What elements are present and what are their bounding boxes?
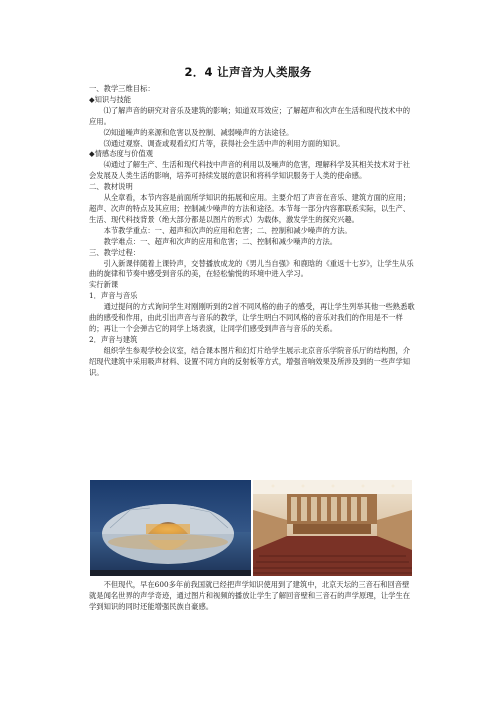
figure-concert-halls xyxy=(90,480,412,576)
paragraph: 组织学生参观学校会议室，结合课本图片和幻灯片给学生展示北京音乐学院音乐厅的结构图，介绍现代建筑中采用吸声材料、设置不同方向的反射板等方式，增强音响效果及所涉及到的一些声学知识。 xyxy=(89,345,411,377)
section-heading: 一、教学三维目标： xyxy=(89,84,155,93)
subsection-heading: 实行新课 xyxy=(89,280,119,290)
paragraph: ⑶通过观察、调查或观看幻灯片等，获得社会生活中声的利用方面的知识。 xyxy=(103,138,345,148)
subsection-heading: 2．声音与建筑 xyxy=(89,334,138,344)
section-heading: 三、教学过程： xyxy=(89,247,141,257)
page-title: 2．4 让声音为人类服务 xyxy=(184,65,312,79)
photo-national-theater xyxy=(90,480,251,576)
paragraph: ⑴了解声音的研究对音乐及建筑的影响；知道双耳效应；了解超声和次声在生活和现代技术中的应用。 xyxy=(89,105,411,126)
paragraph: 从全章看，本节内容是前面所学知识的拓展和应用。主要介绍了声音在音乐、建筑方面的应用；超声、次声的特点及其应用；控制减少噪声的方法和途径。本节每一部分内容都联系实际，以生产、生活、现代科技背景（绝大部分都是以图片的形式）为载体，激发学生的探究兴趣。 xyxy=(89,193,411,224)
paragraph: ⑷通过了解生产、生活和现代科技中声音的利用以及噪声的危害，理解科学及其相关技术对于社会发展及人类生活的影响，培养可持续发展的意识和将科学知识服务于人类的使命感。 xyxy=(89,160,411,181)
subsection-heading: ◆情感态度与价值观 xyxy=(89,149,153,159)
section-heading: 二、教材说明 xyxy=(89,182,133,192)
document-body-continued xyxy=(89,580,416,613)
paragraph: ⑵知道噪声的来源和危害以及控制、减弱噪声的方法途径。 xyxy=(103,127,294,137)
subsection-heading: 1．声音与音乐 xyxy=(89,291,138,301)
document-body xyxy=(89,84,416,378)
paragraph: 本节教学重点：一、超声和次声的应用和危害；二、控制和减少噪声的方法。 xyxy=(103,225,352,235)
paragraph: 不但现代，早在600多年前我国就已经把声学知识使用到了建筑中，北京天坛的三音石和回音壁就是闻名世界的声学奇迹，通过图片和视频的播放让学生了解回音壁和三音石的声学原理，让学生在学到知识的同时还能增强民族自豪感。 xyxy=(89,580,411,611)
subsection-heading: ◆知识与技能 xyxy=(89,94,132,104)
paragraph: 引入新课伴随着上课铃声，交替播放成龙的《男儿当自强》和鹿晗的《重返十七岁》，让学生从乐曲的旋律和节奏中感受到音乐的美，在轻松愉悦的环境中进入学习。 xyxy=(89,258,414,279)
photo-concert-hall-interior xyxy=(253,480,412,576)
paragraph: 教学难点：一、超声和次声的应用和危害；二、控制和减少噪声的方法。 xyxy=(103,236,338,246)
paragraph: 通过提问的方式询问学生对刚刚听到的2首不同风格的曲子的感受，再让学生列举其他一些熟悉歌曲的感受和作用，由此引出声音与音乐的教学，让学生明白不同风格的音乐对我们的作用是不一样的；再让一个会弹古它的同学上场表演，让同学们感受到声音与音乐的关系。 xyxy=(89,302,415,333)
